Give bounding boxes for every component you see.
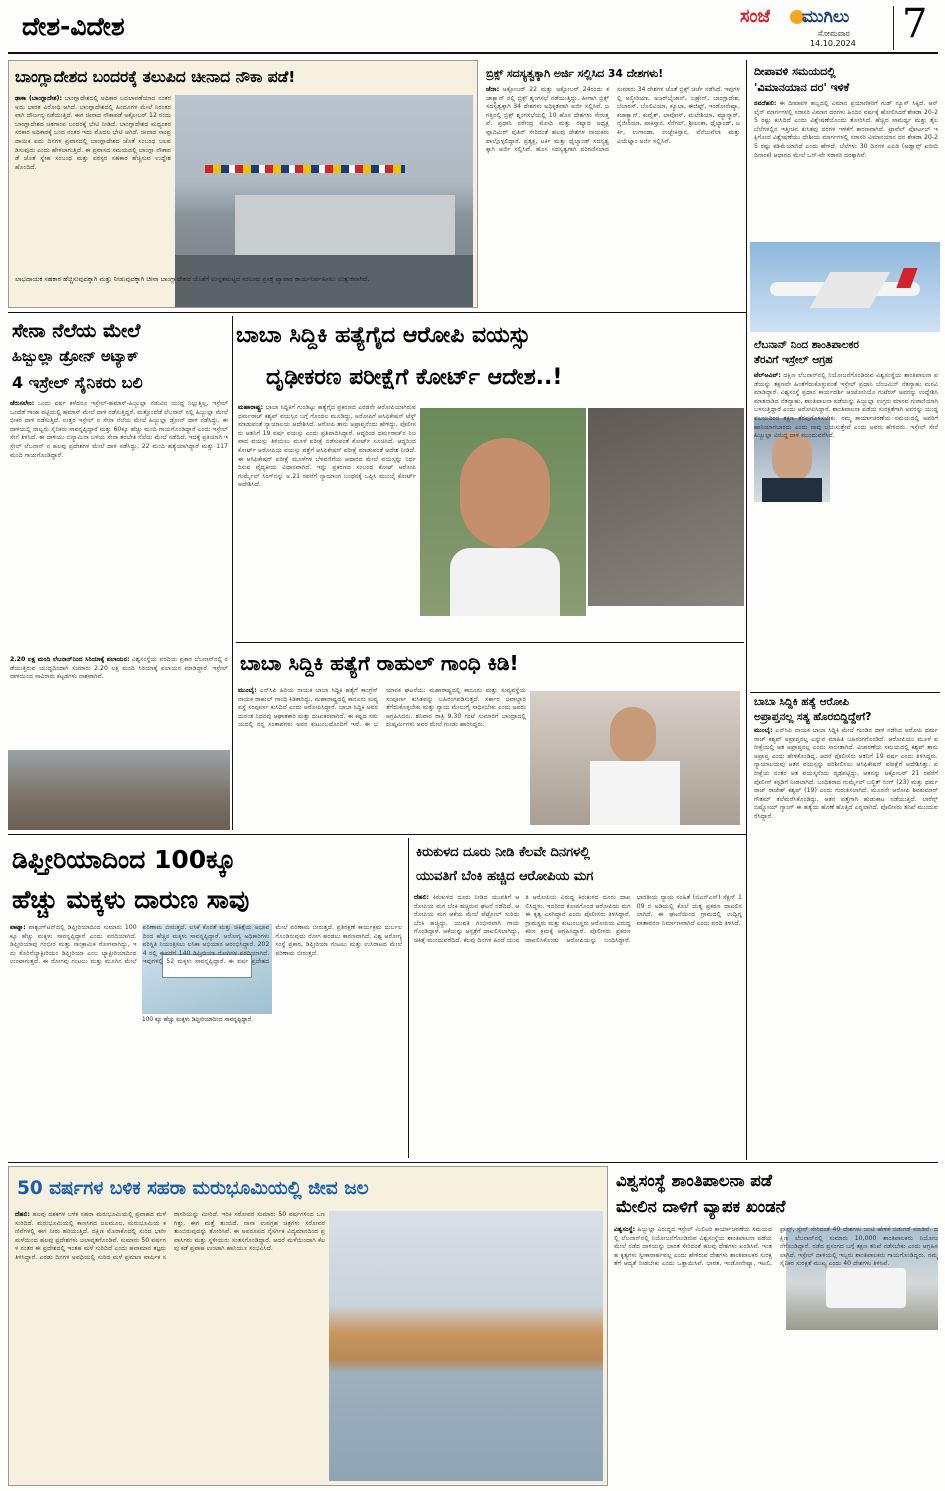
section-rule [8, 1162, 938, 1163]
section-rule [8, 312, 746, 313]
body-text: ಈ ದೀಪಾವಳಿ ಹಬ್ಬದಲ್ಲಿ ವಿಮಾನ ಪ್ರಯಾಣಿಕರಿಗೆ ಗುಡ್ ನ್ಯೂಸ್ ಸಿಕ್ಕಿದೆ. ಆನ್ ಲೈನ್ ಮಾರ್ಗಗಳಲ್ಲಿ ಸರಾಸರಿ ವಿಮಾನ ದರಗಳು ಹಿಂದಿನ ವರ್ಷಕ್ಕೆ ಹೋಲಿಸಿದರೆ ಶೇಕಡಾ 20-25 ರಷ್ಟು ಕುಸಿದಿದೆ ಎಂದು ವಿಶ್ಲೇಷಣೆಯೊಂದು ತೋರಿಸಿದೆ. ಹೆಚ್ಚಿದ ಸಾಮರ್ಥ್ಯ ಮತ್ತು ತೈಲ ಬೆಲೆಗಳಲ್ಲಿನ ಇತ್ತೀಚಿನ ಕುಸಿತವು ದರಗಳ ಇಳಿಕೆಗೆ ಕಾರಣವಾಗಿದೆ. ಟ್ರಾವೆಲ್ ಪೋರ್ಟಲ್ ಇಕ್ಸಿಗೋದ ವಿಶ್ಲೇಷಣೆಯು ದೇಶೀಯ ಮಾರ್ಗಗಳಲ್ಲಿ ಸರಾಸರಿ ವಿಮಾನಯಾನ ದರ ಶೇಕಡಾ 20-25 ರಷ್ಟು ಕಡಿಮೆಯಾಗಿದೆ ಎಂದು ಹೇಳಿದೆ. ಬೆಲೆಗಳು 30 ದಿನಗಳ ಎಪಿಡಿ (ಅಡ್ವಾನ್ಸ್ ಖರೀದಿ ದಿನಾಂಕ) ಆಧಾರದ ಮೇಲೆ ಒನ್-ವೇ ಸರಾಸರಿ ದರಕ್ಕಾಗಿವೆ. [754, 100, 938, 159]
article-brics [482, 60, 744, 308]
headline-line-2: ಯುವತಿಗೆ ಬೆಂಕಿ ಹಚ್ಚಿದ ಆರೋಪಿಯ ಮಗ [416, 869, 594, 884]
headline-line-1: ಲೆಬನಾನ್ ನಿಂದ ಶಾಂತಿಪಾಲಕರ [754, 339, 859, 351]
article-body [10, 400, 228, 654]
article-bangladesh-navy [8, 60, 478, 308]
article-un-peacekeepers [612, 1166, 940, 1486]
section-title: ದೇಶ-ವಿದೇಶ [22, 12, 125, 41]
headline-line-1: ಸೇನಾ ನೆಲೆಯ ಮೇಲೆ [12, 320, 141, 342]
article-rahul-gandhi [236, 642, 744, 830]
dateline: ಮುಂಬೈ: [238, 687, 257, 694]
sub-heading: 2.20 ಲಕ್ಷ ಮಂದಿ ಲೆಬನಾನ್‌ನಿಂದ ಸಿರಿಯಾಕ್ಕೆ ಪಲಾಯನ: [10, 656, 130, 663]
headline-line-1: ಡಿಫ್ತೀರಿಯಾದಿಂದ 100ಕ್ಕೂ [12, 845, 236, 874]
column-rule [232, 316, 233, 830]
column-rule [408, 838, 409, 1158]
sub-text: ವಿಶ್ವಸಂಸ್ಥೆಯ ವರದಿಯ ಪ್ರಕಾರ ಲೆಬನಾನ್‌ನಲ್ಲಿ ನಡೆಯುತ್ತಿರುವ ಯುದ್ಧದಿಂದಾಗಿ ಸುಮಾರು 2.20 ಲಕ್ಷ ಮಂದಿ ಸಿರಿಯಾಕ್ಕೆ ಪಲಾಯನ ಮಾಡಿದ್ದಾರೆ. ಇಸ್ರೇಲ್ ದಾಳಿಯಿಂದ ಸಾವಿರಾರು ಕಟ್ಟಡಗಳು ನಾಶವಾಗಿವೆ. [10, 656, 228, 681]
headline-line-1: ವಿಶ್ವಸಂಸ್ಥೆ ಶಾಂತಿಪಾಲನಾ ಪಡೆ [616, 1171, 773, 1190]
brand-name-left: ಸಂಜೆ [740, 6, 771, 27]
article-body [754, 100, 938, 238]
body-text: ಎನ್‌ಸಿಪಿ ನಾಯಕ ಬಾಬಾ ಸಿದ್ದಿಕಿ ಮೇಲೆ ಗುಂಡಿನ ದಾಳಿ ನಡೆಸಿದ ಆರೋಪಿ ಧರ್ಮರಾಜ್ ಕಶ್ಯಪ್ ಅಪ್ರಾಪ್ತನಲ್ಲ ಎನ್ನುವ ಮಾಹಿತಿ ಬಹಿರಂಗಗೊಂಡಿದೆ. ಆರೋಪಿಯು ಮೂಳೆ ಪರೀಕ್ಷೆಯಲ್ಲಿ ಆತ ಅಪ್ರಾಪ್ತನಲ್ಲ ಎಂದು ಸಾಬೀತಾಗಿದೆ. ವಿಚಾರಣೆಯ ಸಮಯದಲ್ಲಿ ಕಶ್ಯಪ್ ತಾನು ಅಪ್ರಾಪ್ತ ಎಂದು ಹೇಳಿಕೊಂಡಿದ್ದ. ಆದರೆ ಪೊಲೀಸರು ಆತನಿಗೆ 19 ವರ್ಷ ಎಂದು ತಿಳಿಸಿದ್ದರು. ನ್ಯಾಯಾಲಯವು ಆತನ ವಯಸ್ಸನ್ನು ಪರಿಶೀಲಿಸಲು ಆಸಿಫಿಕೇಷನ್ ಪರೀಕ್ಷೆಗೆ ಆದೇಶಿಸಿತ್ತು. ಪರೀಕ್ಷೆಯ ನಂತರ ಆತ ವಯಸ್ಕನೆಂದು ದೃಢಪಟ್ಟಿದ್ದು, ಆತನನ್ನು ಅಕ್ಟೋಬರ್ 21 ರವರೆಗೆ ಪೊಲೀಸ್ ಕಸ್ಟಡಿಗೆ ನೀಡಲಾಗಿದೆ. ಬಂಧಿತರಾದ ಗುರ್ಮೈಲ್ ಬಲ್ಜಿತ್ ಸಿಂಗ್ (23) ಮತ್ತು ಧರ್ಮರಾಜ್ ರಾಜೇಶ್ ಕಶ್ಯಪ್ (19) ಎಂದು ಗುರುತಿಸಲಾಗಿದೆ. ಮೂರನೇ ಆರೋಪಿ ಶಿವಕುಮಾರ್ ಗೌತಮ್ ತಲೆಮರೆಸಿಕೊಂಡಿದ್ದು, ಆತನ ಪತ್ತೆಗಾಗಿ ಹುಡುಕಾಟ ನಡೆಯುತ್ತಿದೆ. ಲಾರೆನ್ಸ್ ಬಿಷ್ಣೋಯ್ ಗ್ಯಾಂಗ್ ಈ ಹತ್ಯೆಯ ಹೊಣೆ ಹೊತ್ತಿದೆ ಎನ್ನಲಾಗಿದೆ. ಪೊಲೀಸರು ತನಿಖೆ ಮುಂದುವರೆಸಿದ್ದಾರೆ. [754, 727, 938, 820]
article-sahara-water [8, 1166, 608, 1486]
article-diphtheria [8, 838, 406, 1158]
dateline: ದೆಹಲಿ: [15, 1211, 30, 1218]
dateline: ನವದೆಹಲಿ: [754, 100, 777, 107]
headline: ಬಾಂಗ್ಲಾದೇಶದ ಬಂದರಕ್ಕೆ ತಲುಪಿದ ಚೀನಾದ ನೌಕಾ ಪಡೆ! [15, 68, 296, 86]
article-body [414, 894, 742, 1156]
headline: ಬ್ರಿಕ್ಸ್ ಸದಸ್ಯತ್ವಕ್ಕಾಗಿ ಅರ್ಜಿ ಸಲ್ಲಿಸಿದ 34 ದೇಶಗಳು! [486, 67, 664, 80]
article-body [754, 727, 938, 1155]
brand-logo [740, 6, 890, 52]
headline-line-2: ದೃಢೀಕರಣ ಪರೀಕ್ಷೆಗೆ ಕೋರ್ಟ್ ಆದೇಶ..! [266, 365, 563, 390]
airplane-photo [750, 242, 940, 332]
article-body [754, 372, 938, 690]
headline-line-1: ಬಾಬಾ ಸಿದ್ದಿಕಿ ಹತ್ಯೆ ಆರೋಪಿ [754, 696, 850, 708]
dateline: ಟೆಲ್‌ಅವಿವ್: [754, 372, 781, 379]
body-text: ದಕ್ಷಿಣ ಲೆಬನಾನ್‌ನಲ್ಲಿ ನಿಯೋಜನೆಗೊಂಡಿರುವ ವಿಶ್ವಸಂಸ್ಥೆಯ ಶಾಂತಿಪಾಲನಾ ಪಡೆಯನ್ನು ತಕ್ಷಣವೇ ಹಿಂತೆಗೆದುಕೊಳ್ಳುವಂತೆ ಇಸ್ರೇಲ್ ಪ್ರಧಾನಿ ಬೆಂಜಮಿನ್ ನೆತನ್ಯಾಹು ಮನವಿ ಮಾಡಿದ್ದಾರೆ. ವಿಶ್ವಸಂಸ್ಥೆ ಪ್ರಧಾನ ಕಾರ್ಯದರ್ಶಿ ಆಂಟೋನಿಯೊ ಗುಟೆರಸ್ ಅವರನ್ನು ಉದ್ದೇಶಿಸಿ ಮಾತನಾಡಿದ ನೆತನ್ಯಾಹು, ಶಾಂತಿಪಾಲನಾ ಪಡೆಯನ್ನು ಹಿಜ್ಬುಲ್ಲಾ ಉಗ್ರರು ಮಾನವ ಗುರಾಣಿಯಾಗಿ ಬಳಸುತ್ತಿದ್ದಾರೆ ಎಂದು ಆರೋಪಿಸಿದ್ದಾರೆ. ಶಾಂತಿಪಾಲನಾ ಪಡೆಯ ಸುರಕ್ಷತೆಗಾಗಿ ಅವರನ್ನು ಯುದ್ಧ ವಲಯದಿಂದ ತಕ್ಷಣ ತೆರವುಗೊಳಿಸಬೇಕು. ನಮ್ಮ ಕಾರ್ಯಾಚರಣೆಯ ಸಮಯದಲ್ಲಿ ಅವರಿಗೆ ಹಾನಿಯಾಗಬಾರದು ಎಂದು ನಾವು ಬಯಸುತ್ತೇವೆ ಎಂದು ಅವರು ಹೇಳಿದರು. ಇಸ್ರೇಲ್ ಸೇನೆ ಹಿಜ್ಬುಲ್ಲಾ ವಿರುದ್ಧ ದಾಳಿ ಮುಂದುವರೆಸಿದೆ. [754, 372, 938, 440]
body-text: ಕಿರುಕುಳದ ದೂರು ನೀಡಿದ ಯುವತಿಗೆ ಆರೋಪಿಯ ಮಗ ಬೆಂಕಿ ಹಚ್ಚಿರುವ ಘಟನೆ ನಡೆದಿದೆ. ಆರೋಪಿಯ ಮಗ ಆಕೆಯ ಮೇಲೆ ಪೆಟ್ರೋಲ್ ಸುರಿದು ಬೆಂಕಿ ಹಚ್ಚಿದ್ದು, ಯುವತಿ ಗಂಭೀರವಾಗಿ ಗಾಯಗೊಂಡಿದ್ದಾಳೆ. ಆಕೆಯನ್ನು ಆಸ್ಪತ್ರೆಗೆ ದಾಖಲಿಸಲಾಗಿದ್ದು, ಚಿಕಿತ್ಸೆ ಮುಂದುವರೆದಿದೆ. ಕೆಲವು ದಿನಗಳ ಹಿಂದೆ ಯುವತಿ ಆರೋಪಿಯ ವಿರುದ್ಧ ಕಿರುಕುಳದ ದೂರು ದಾಖಲಿಸಿದ್ದಳು. ಇದರಿಂದ ಕೋಪಗೊಂಡ ಆರೋಪಿಯ ಮಗ ಈ ಕೃತ್ಯ ಎಸಗಿದ್ದಾನೆ ಎಂದು ಪೊಲೀಸರು ತಿಳಿಸಿದ್ದಾರೆ. ಗ್ರಾಮಸ್ಥರು ಮತ್ತು ಕುಟುಂಬಸ್ಥರು ಆರೋಪಿಯ ವಿರುದ್ಧ ಕಠಿಣ ಕ್ರಮಕ್ಕೆ ಆಗ್ರಹಿಸಿದ್ದಾರೆ. ಪೊಲೀಸರು ಪ್ರಕರಣ ದಾಖಲಿಸಿಕೊಂಡು ಆರೋಪಿಯನ್ನು ಬಂಧಿಸಿದ್ದಾರೆ. ಭಾರತೀಯ ನ್ಯಾಯ ಸಂಹಿತೆ (ಬಿಎನ್‌ಎಸ್) ಸೆಕ್ಷನ್ 109 ರ ಅಡಿಯಲ್ಲಿ ಕೊಲೆ ಯತ್ನ ಪ್ರಕರಣ ದಾಖಲಿಸಲಾಗಿದೆ. ಈ ಘಟನೆಯಿಂದ ಗ್ರಾಮದಲ್ಲಿ ಉದ್ವಿಗ್ನ ವಾತಾವರಣ ನಿರ್ಮಾಣವಾಗಿದೆ ಎಂದು ವರದಿ ತಿಳಿಸಿದೆ. [414, 894, 742, 944]
body-text: ಒಂದು ವರ್ಷ ಕಳೆದರೂ ಇಸ್ರೇಲ್-ಹಮಾಸ್-ಹಿಜ್ಬುಲ್ಲಾ ನಡುವಿನ ಯುದ್ಧ ನಿಲ್ಲುತ್ತಿಲ್ಲ. ಇಸ್ರೇಲ್ ಒಂದೆಡೆ ಗಾಜಾ ಪಟ್ಟಿಯಲ್ಲಿ ಹಮಾಸ್ ಮೇಲೆ ದಾಳಿ ನಡೆಸುತ್ತಿದ್ದರೆ, ಮತ್ತೊಂದೆಡೆ ಲೆಬನಾನ್ ನಲ್ಲಿ ಹಿಜ್ಬುಲ್ಲಾ ಮೇಲೆ ಭೀಕರ ದಾಳಿ ನಡೆಸುತ್ತಿದೆ. ಉತ್ತರ ಇಸ್ರೇಲ್ ನ ಸೇನಾ ನೆಲೆಯ ಮೇಲೆ ಹಿಜ್ಬುಲ್ಲಾ ಡ್ರೋನ್ ದಾಳಿ ನಡೆಸಿದ್ದು, ಈ ದಾಳಿಯಲ್ಲಿ ನಾಲ್ವರು ಸೈನಿಕರು ಸಾವನ್ನಪ್ಪಿದ್ದಾರೆ ಮತ್ತು 60ಕ್ಕೂ ಹೆಚ್ಚು ಮಂದಿ ಗಾಯಗೊಂಡಿದ್ದಾರೆ ಎಂದು ಇಸ್ರೇಲ್ ಸೇನೆ ತಿಳಿಸಿದೆ. ಈ ದಾಳಿಯು ಬಿನ್ಯಾಮಿನಾ ಬಳಿಯ ಸೇನಾ ತರಬೇತಿ ನೆಲೆಯ ಮೇಲೆ ನಡೆದಿದೆ. ಇದಕ್ಕೆ ಪ್ರತಿಯಾಗಿ ಇಸ್ರೇಲ್ ಲೆಬನಾನ್ ನ ಹಲವು ಪ್ರದೇಶಗಳ ಮೇಲೆ ದಾಳಿ ನಡೆಸಿದ್ದು, 22 ಮಂದಿ ಹತ್ಯೆಯಾಗಿದ್ದಾರೆ ಮತ್ತು 117 ಮಂದಿ ಗಾಯಗೊಂಡಿದ್ದಾರೆ. [10, 400, 228, 459]
body-text: ಎನ್‌ಸಿಪಿ ಹಿರಿಯ ನಾಯಕ ಬಾಬಾ ಸಿದ್ದಿಕಿ ಹತ್ಯೆಗೆ ಕಾಂಗ್ರೆಸ್ ನಾಯಕ ರಾಹುಲ್ ಗಾಂಧಿ ಕಿಡಿಕಾರಿದ್ದು, ಮಹಾರಾಷ್ಟ್ರದಲ್ಲಿ ಕಾನೂನು ಸುವ್ಯವಸ್ಥೆ ಸಂಪೂರ್ಣ ಕುಸಿದಿದೆ ಎಂದು ಆರೋಪಿಸಿದ್ದಾರೆ. ಬಾಬಾ ಸಿದ್ದಿಕಿ ಅವರ ದುರಂತ ನಿಧನವು ಆಘಾತಕಾರಿ ಮತ್ತು ದುಃಖಕರವಾಗಿದೆ. ಈ ಕಷ್ಟದ ಸಮಯದಲ್ಲಿ ನನ್ನ ಸಂತಾಪಗಳು ಅವರ ಕುಟುಂಬದೊಂದಿಗೆ ಇವೆ. ಈ ಭಯಾನಕ ಘಟನೆಯು ಮಹಾರಾಷ್ಟ್ರದಲ್ಲಿ ಕಾನೂನು ಮತ್ತು ಸುವ್ಯವಸ್ಥೆಯ ಸಂಪೂರ್ಣ ಕುಸಿತವನ್ನು ಬಹಿರಂಗಪಡಿಸುತ್ತದೆ. ಸರ್ಕಾರ ಜವಾಬ್ದಾರಿ ತೆಗೆದುಕೊಳ್ಳಬೇಕು ಮತ್ತು ನ್ಯಾಯ ಮೇಲುಗೈ ಸಾಧಿಸಬೇಕು ಎಂದು ಅವರು ಆಗ್ರಹಿಸಿದರು. ಶನಿವಾರ ರಾತ್ರಿ 9.30 ಗಂಟೆ ಸುಮಾರಿಗೆ ಬಾಂದ್ರಾದಲ್ಲಿ ದುಷ್ಕರ್ಮಿಗಳು ಅವರ ಮೇಲೆ ಗುಂಡು ಹಾರಿಸಿದ್ದರು. [238, 687, 526, 729]
body-text: ಹಲವು ದಶಕಗಳ ಬಳಿಕ ಸಹರಾ ಮರುಭೂಮಿಯಲ್ಲಿ ಪ್ರವಾಹದ ಮಳೆ ಸುರಿದಿದೆ. ಮರುಭೂಮಿಯಲ್ಲಿ ಕಾಣಸಿಗದ ಜಲಮೂಲ, ಮರುಭೂಮಿಯ ಕಣಿವೆಗಳಲ್ಲಿ ಈಗ ನೀರು ಹರಿಯುತ್ತಿದೆ. ದಕ್ಷಿಣ ಮೊರಾಕೊದಲ್ಲಿ ಸುರಿದ ಭಾರೀ ಮಳೆಯಿಂದ ಹಲವು ಪ್ರದೇಶಗಳು ಜಲಾವೃತಗೊಂಡಿವೆ. ಸುಮಾರು 50 ವರ್ಷಗಳ ನಂತರ ಈ ಪ್ರದೇಶದಲ್ಲಿ ಇಂತಹ ಮಳೆ ಸುರಿದಿದೆ ಎಂದು ಹವಾಮಾನ ತಜ್ಞರು ತಿಳಿಸಿದ್ದಾರೆ. ಎರಡು ದಿನಗಳ ಅವಧಿಯಲ್ಲಿ ಸುರಿದ ಮಳೆ ಪ್ರಮಾಣ ವಾರ್ಷಿಕ ಸರಾಸರಿಯನ್ನು ಮೀರಿದೆ. ಇರಿಕಿ ಸರೋವರ ಸುಮಾರು 50 ವರ್ಷಗಳಿಂದ ಒಣಗಿತ್ತು, ಈಗ ಮತ್ತೆ ತುಂಬಿದೆ. ನಾಸಾ ಉಪಗ್ರಹ ಚಿತ್ರಗಳು ಸರೋವರ ತುಂಬಿರುವುದನ್ನು ತೋರಿಸಿವೆ. ಈ ಅಪರೂಪದ ನೈಸರ್ಗಿಕ ವಿದ್ಯಮಾನದಿಂದ ಪ್ರವಾಸಿಗರು ಮತ್ತು ಸ್ಥಳೀಯರು ಸಂತಸಗೊಂಡಿದ್ದಾರೆ. ಆದರೆ ಮಳೆಯಿಂದಾಗಿ ಕೆಲವು ಕಡೆ ಪ್ರವಾಹ ಉಂಟಾಗಿ ಹಾನಿಯೂ ಸಂಭವಿಸಿದೆ. [15, 1211, 325, 1261]
brand-name-right: ಮುಗಿಲು [802, 7, 850, 27]
header-rule [8, 52, 938, 54]
headline-line-2: ಹೆಚ್ಚು ಮಕ್ಕಳು ದಾರುಣ ಸಾವು [12, 885, 250, 914]
article-body [15, 1211, 325, 1483]
article-lebanon-peacekeepers [750, 336, 940, 692]
dateline: ಢಾಕಾ (ಬಾಂಗ್ಲಾದೇಶ): [15, 95, 62, 102]
article-body [15, 95, 171, 271]
dateline: ದೆಹಲಿ: [414, 894, 429, 901]
column-rule [746, 60, 747, 1160]
rubble-photo [8, 750, 230, 830]
article-body [238, 687, 526, 827]
issue-date: 14.10.2024 [810, 39, 856, 48]
article-body [486, 86, 740, 304]
dateline: ಪಾಟ್ನಾ: [10, 924, 26, 931]
issue-day: ಸೋಮವಾರ [818, 29, 850, 38]
headline: 50 ವರ್ಷಗಳ ಬಳಿಕ ಸಹರಾ ಮರುಭೂಮಿಯಲ್ಲಿ ಜೀವ ಜಲ [17, 1178, 369, 1199]
body-text: ಹಿಜ್ಬುಲ್ಲಾ ವಿರುದ್ಧದ ಇಸ್ರೇಲ್ ಮಿಲಿಟರಿ ಕಾರ್ಯಾಚರಣೆಯ ಸಮಯದಲ್ಲಿ ಲೆಬನಾನ್‌ನಲ್ಲಿ ನಿಯೋಜನೆಗೊಂಡಿರುವ ವಿಶ್ವಸಂಸ್ಥೆಯ ಶಾಂತಿಪಾಲನಾ ಪಡೆಯ ಮೇಲೆ ನಡೆದ ದಾಳಿಯನ್ನು ಭಾರತ ಸೇರಿದಂತೆ ಹಲವು ದೇಶಗಳು ಖಂಡಿಸಿವೆ. ಇಂತಹ ಕೃತ್ಯಗಳು ಸ್ವೀಕಾರಾರ್ಹವಲ್ಲ ಎಂದು ಹೇಳಿರುವ ದೇಶಗಳು ಶಾಂತಿಪಾಲಕರ ಸುರಕ್ಷತೆಗೆ ಆದ್ಯತೆ ನೀಡಬೇಕು ಎಂದು ಒತ್ತಾಯಿಸಿವೆ. ಭಾರತ, ಇಂಡೋನೇಷ್ಯಾ, ಇಟಲಿ, ಫ್ರಾನ್ಸ್, ಸ್ಪೇನ್ ಸೇರಿದಂತೆ 40 ದೇಶಗಳು ಜಂಟಿ ಹೇಳಿಕೆ ಬಿಡುಗಡೆ ಮಾಡಿವೆ. ದಕ್ಷಿಣ ಲೆಬನಾನ್‌ನಲ್ಲಿ ಸುಮಾರು 10,000 ಶಾಂತಿಪಾಲಕರು ನಿಯೋಜನೆಗೊಂಡಿದ್ದಾರೆ. ನಡೆದ ಪ್ರಸಂಗದ ಬಗ್ಗೆ ತಕ್ಷಣ ತನಿಖೆ ನಡೆಸಬೇಕು ಎಂದು ಆಗ್ರಹಿಸಲಾಗಿದೆ. ಇಸ್ರೇಲ್ ದಾಳಿಯಲ್ಲಿ ಇಬ್ಬರು ಶಾಂತಿಪಾಲಕರು ಗಾಯಗೊಂಡಿದ್ದರು. ನಮ್ಮ ಸೈನಿಕರ ಸುರಕ್ಷತೆ ಮುಖ್ಯ ಎಂದು 40 ದೇಶಗಳು ತಿಳಿಸಿವೆ. [614, 1226, 938, 1268]
headline: ಬಾಬಾ ಸಿದ್ದಿಕಿ ಹತ್ಯೆಗೆ ರಾಹುಲ್ ಗಾಂಧಿ ಕಿಡಿ! [240, 651, 519, 675]
header-divider [893, 6, 894, 50]
body-text: ಅಕ್ಟೋಬರ್ 22 ಮತ್ತು ಅಕ್ಟೋಬರ್ 24ರಂದು ಕಜಾಕ್ಸ್ಥಾನ್ ನಲ್ಲಿ ಬ್ರಿಕ್ಸ್ ಶೃಂಗಸಭೆ ನಡೆಯುತ್ತಿದ್ದು, ಹೀಗಾಗಿ ಬ್ರಿಕ್ಸ್ ಸದಸ್ಯತ್ವಕ್ಕಾಗಿ 34 ದೇಶಗಳು ಅಧಿಕೃತವಾಗಿ ಅರ್ಜಿ ಸಲ್ಲಿಸಿವೆ. ಜಗತ್ತಿನಲ್ಲಿ ಬ್ರಿಕ್ಸ್ ಶೃಂಗಸಭೆಯಲ್ಲಿ 10 ಹೊಸ ದೇಶಗಳು ಸೇರುತ್ತವೆ. ಪ್ರಧಾನಿ ನರೇಂದ್ರ ಮೋದಿ ಮತ್ತು ರಷ್ಯಾದ ಅಧ್ಯಕ್ಷ ವ್ಲಾದಿಮಿರ್ ಪುತಿನ್ ಸೇರಿದಂತೆ ಹಲವು ದೇಶಗಳ ನಾಯಕರು ಪಾಲ್ಗೊಳ್ಳಲಿದ್ದಾರೆ. ಪ್ರತ್ಯಕ್ಷ, ಟರ್ಕಿ ಮತ್ತು ಥೈಲ್ಯಾಂಡ್ ಸದಸ್ಯತ್ವಕ್ಕಾಗಿ ಅರ್ಜಿ ಸಲ್ಲಿಸಿವೆ. ಹೊಸ ಸದಸ್ಯತ್ವಗಾಗಿ ಪರಿಗಣಿಸಲಾದ ಸುಮಾರು 34 ದೇಶಗಳ ಜೊತೆ ಬ್ರಿಕ್ಸ್ ಚರ್ಚೆ ನಡೆಸಿದೆ. ಇವುಗಳಲ್ಲಿ ಅಲ್ಜೀರಿಯಾ, ಅಜರ್‌ಬೈಜಾನ್, ಬಹ್ರೇನ್, ಬಾಂಗ್ಲಾದೇಶ, ಬೆಲಾರಸ್, ಬೊಲಿವಿಯಾ, ಕ್ಯೂಬಾ, ಈಜಿಪ್ಟ್, ಇಂಡೋನೇಷ್ಯಾ, ಕಜಾಕ್ಸ್ಥಾನ್, ಕುವೈತ್, ಲಾವೋಸ್, ಮಲೇಶಿಯಾ, ಮ್ಯಾನ್ಮಾರ್, ನೈಜೀರಿಯಾ, ಪಾಕಿಸ್ತಾನ, ಸೆನೆಗಲ್, ಶ್ರೀಲಂಕಾ, ಥೈಲ್ಯಾಂಡ್, ಟರ್ಕಿ, ಉಗಾಂಡಾ, ಉಜ್ಬೇಕಿಸ್ತಾನ, ವೆನೆಜುವೆಲಾ ಮತ್ತು ವಿಯೆಟ್ನಾಂ ಅರ್ಜಿ ಸಲ್ಲಿಸಿವೆ. [486, 86, 740, 154]
headline-line-2: ಮೇಲಿನ ದಾಳಿಗೆ ವ್ಯಾಪಕ ಖಂಡನೆ [616, 1197, 786, 1216]
headline-line-2: ತೆರವಿಗೆ ಇಸ್ರೇಲ್ ಆಗ್ರಹ [754, 354, 833, 366]
article-siddique-accused-age [750, 692, 940, 1158]
photo-caption: ಲಾಭದಾಯಕ ಸಹಕಾರ ಹೆಚ್ಚಿಸುವುದಕ್ಕಾಗಿ ಮತ್ತು ನೀಡುವುದಕ್ಕಾಗಿ ಚೀನಾ ಬಾಂಗ್ಲಾದೇಶದ ಜೊತೆಗೆ ಉನ್ನತಮಟ್ಟದ ಸಂಬಂಧ ಪ್ರಸಕ್ತ ವ್ಯಾಪಾರ ಕಾರ್ಯನಿರ್ವಹಿಸಲು ಉತ್ಸುಕವಾಗಿದೆ. [15, 275, 370, 283]
sub-section [10, 656, 228, 748]
rahul-gandhi-photo [530, 691, 740, 825]
dateline: ಜೆದಾ: [486, 86, 500, 93]
dateline: ವಿಶ್ವಸಂಸ್ಥೆ: [614, 1226, 636, 1233]
headline-line-1: ದೀಪಾವಳಿ ಸಮಯದಲ್ಲಿ [754, 65, 836, 78]
headline-line-2: ಹಿಜ್ಬುಲ್ಲಾ ಡ್ರೋನ್ ಅಟ್ಯಾಕ್ [12, 349, 139, 365]
article-hezbollah-drone [8, 316, 230, 830]
article-body [238, 404, 416, 634]
body-text: ಬಾಬಾ ಸಿದ್ದಿಕಿಗೆ ಗುಂಡಿಟ್ಟು ಹತ್ಯೆಗೈದ ಪ್ರಕರಣದ ಎರಡನೇ ಆರೋಪಿಯಾಗಿರುವ ಧರ್ಮರಾಜ್ ಕಶ್ಯಪ್ ವಯಸ್ಸಿನ ಬಗ್ಗೆ ಗೊಂದಲ ಮೂಡಿದ್ದು, ಅರೋಪಿಗೆ ಆಸಿಫಿಕೇಷನ್ ಟೆಸ್ಟ್ ಮಾಡುವಂತೆ ನ್ಯಾಯಾಲಯ ಆದೇಶಿಸಿದೆ. ಆರೋಪಿ ತಾನು ಅಪ್ರಾಪ್ತನೆಂದು ಹೇಳಿದ್ದು, ಪೊಲೀಸರು ಆತನಿಗೆ 19 ವರ್ಷ ವಯಸ್ಸು ಎಂದು ಪ್ರತಿಪಾದಿಸಿದ್ದಾರೆ. ಆದ್ದರಿಂದ ಧರ್ಮರಾಜ್‌ನ ನಿಜವಾದ ವಯಸ್ಸು ತಿಳಿಯಲು ಮೂಳೆ ಪರೀಕ್ಷೆ ನಡೆಸುವಂತೆ ಕೋರ್ಟ್ ಸೂಚಿಸಿದೆ. ಆದ್ದರಿಂದ ಕೋರ್ಟ್ ಅರೋಪಿಯ ವಯಸ್ಸು ಪತ್ತೆಗೆ ಆಸಿಫಿಕೇಷನ್ ಪರೀಕ್ಷೆ ಮಾಡುವಂತೆ ಆದೇಶ ನೀಡಿದೆ. ಈ ಆಸಿಫಿಕೇಷನ್ ಪರೀಕ್ಷೆ ಮೂಳೆಗಳ ಬೆಳವಣಿಗೆಯ ಆಧಾರದ ಮೇಲೆ ವಯಸ್ಸನ್ನು ನಿರ್ಧರಿಸುವ ವೈದ್ಯಕೀಯ ವಿಧಾನವಾಗಿದೆ. ಇನ್ನು ಪ್ರಕರಣದ ಸಂಬಂಧ ಕೋಟ್‌ ಆರೋಪಿ ಗುರ್ಮೈಲ್ ಸಿಂಗ್‌ನನ್ನು ಅ.21 ರವರೆಗೆ ನ್ಯಾಯಾಂಗ ಬಂಧನಕ್ಕೆ ಒಪ್ಪಿಸಿ ಮುಂಬೈ ಕೋರ್ಟ್ ಆದೇಶಿಸಿದೆ. [238, 404, 416, 489]
section-rule [8, 834, 746, 835]
siddique-portrait [420, 408, 586, 616]
body-text: ವಾಶ್ಟಂಗ್‌ಟನ್‌ದಲ್ಲಿ ಡಿಫ್ತೀರಿಯಾದಿಂದ ಸುಮಾರು 100 ಕ್ಕೂ ಹೆಚ್ಚು ಮಕ್ಕಳು ಸಾವನ್ನಪ್ಪಿದ್ದಾರೆ ಎಂದು ವರದಿಯಾಗಿದೆ. ಡಿಫ್ತೀರಿಯಾವು ಗಂಭೀರ ಮತ್ತು ಸಾಂಕ್ರಾಮಿಕ ರೋಗವಾಗಿದ್ದು, ಇದು ಕೊರಿನೆಬ್ಯಾಕ್ಟೀರಿಯಂ ಡಿಫ್ತೀರಿಯಾ ಎಂಬ ಬ್ಯಾಕ್ಟೀರಿಯಾದಿಂದ ಉಂಟಾಗುತ್ತದೆ. ಈ ರೋಗವು ಗಂಟಲು ಮತ್ತು ಮೂಗಿನ ಮೇಲೆ ಪರಿಣಾಮ ಬೀರುತ್ತದೆ. ಲಸಿಕೆ ಕೊರತೆ ಮತ್ತು ಚಿಕಿತ್ಸೆಯ ಅಭಾವದಿಂದ ಹೆಚ್ಚಿನ ಮಕ್ಕಳು ಸಾವನ್ನಪ್ಪಿದ್ದಾರೆ. ಆರೋಗ್ಯ ಅಧಿಕಾರಿಗಳು ಪರಿಸ್ಥಿತಿ ನಿಯಂತ್ರಿಸಲು ಲಸಿಕಾ ಅಭಿಯಾನ ಆರಂಭಿಸಿದ್ದಾರೆ. 2024 ರಲ್ಲಿ ಈವರೆಗೆ 140 ಡಿಫ್ತೀರಿಯಾ ರೋಗಿಗಳ ವರದಿಯಾಗಿದೆ. ಇವುಗಳಲ್ಲಿ 52 ಮಕ್ಕಳು ಸಾವನ್ನಪ್ಪಿದ್ದಾರೆ. ಈ ವರ್ಷ ಪ್ರದೇಶದ ಮೇಲೆ ಪರಿಣಾಮ ಬೀರುತ್ತದೆ. ಪ್ರತಿರಕ್ಷಣೆ ಕಾರ್ಯಕ್ರಮ ದುರ್ಬಲಗೊಂಡಿರುವುದು ರೋಗ ಹರಡಲು ಕಾರಣವಾಗಿದೆ. ವಿಶ್ವ ಆರೋಗ್ಯ ಸಂಸ್ಥೆ ಪ್ರಕಾರ, ಡಿಫ್ತೀರಿಯಾ ಗಂಟಲು ಮತ್ತು ಉಸಿರಾಟದ ಮೇಲೆ ಪರಿಣಾಮ ಬೀರುತ್ತದೆ. [10, 924, 402, 966]
article-body [10, 924, 402, 1156]
body-text: ಬಾಂಗ್ಲಾದೇಶದಲ್ಲಿ ಅಧಿಕಾರ ಬದಲಾವಣೆಯಾದ ನಂತರ ಅದು ಭಾರತ ವಿರೋಧಿ ಆಗಿದೆ. ಬಾಂಗ್ಲಾದೇಶದಲ್ಲಿ ಹಿಂದೂಗಳ ಮೇಲೆ ನಿರಂತರವಾಗಿ ದೌರ್ಜನ್ಯ ನಡೆಯುತ್ತಿದೆ. ಈಗ ಚೀನಾದ ನೌಕಾಪಡೆ ಅಕ್ಟೋಬರ್ 12 ರಂದು ಬಾಂಗ್ಲಾದೇಶದ ಚಿತಗಾಂವ ಬಂದರಕ್ಕೆ ಭೇಟಿ ನೀಡಿದೆ. ಬಾಂಗ್ಲಾದೇಶದ ಮಧ್ಯಂತರ ಸರಕಾರ ಅಧಿಕಾರಕ್ಕೆ ಬಂದ ನಂತರ ಇದು ಮೊದಲ ಭೇಟಿ ಆಗಿದೆ. ಚೀನಾದ ಸಾಂಪ್ರದಾಯಿಕ ಐದು ದಿನಗಳ ಪ್ರವಾಸದಲ್ಲಿ ಬಾಂಗ್ಲಾದೇಶದ ಜೊತೆ ಸಂಬಂಧ ಬಲಪಡಿಸುವುದು ಎಂದು ಹೇಳಲಾಗುತ್ತಿದೆ. ಈ ಪ್ರವಾಸದ ಸಮಯದಲ್ಲಿ ಬಾಂಗ್ಲಾ ನೌಕಾಪಡೆ ಜೊತೆ ಸ್ನೇಹ ಸಂಬಂಧ ಮತ್ತು ಪರಸ್ಪರ ಸಹಕಾರ ಹೆಚ್ಚಿಸುವ ಉದ್ದೇಶ ಹೊಂದಿದೆ. [15, 95, 171, 171]
photo-caption: 100 ಕ್ಕೂ ಹೆಚ್ಚು ಮಕ್ಕಳು ಡಿಫ್ತೀರಿಯಾದಿಂದ ಸಾವನ್ನಪ್ಪಿದ್ದಾರೆ. [142, 1017, 253, 1023]
page-number: 7 [902, 1, 928, 47]
masthead [0, 0, 945, 58]
sahara-lake-photo [329, 1211, 603, 1481]
dateline: ಮಹಾರಾಷ್ಟ್ರ: [238, 404, 264, 411]
dateline: ಜೆರುಸಲೇಂ: [10, 400, 35, 407]
headline-line-2: ಅಪ್ರಾಪ್ತನಲ್ಲ ಸತ್ಯ ಹೊರಬಿದ್ದಿದ್ದೇಗೆ? [754, 711, 872, 723]
headline-line-1: ಕಿರುಕುಳದ ದೂರು ನೀಡಿ ಕೆಲವೇ ದಿನಗಳಲ್ಲಿ [416, 845, 591, 860]
dateline: ಮುಂಬೈ: [754, 727, 773, 734]
article-siddique-age-test [236, 316, 744, 638]
headline-line-3: 4 ಇಸ್ರೇಲ್ ಸೈನಿಕರು ಬಲಿ [12, 373, 143, 392]
headline-line-2: 'ವಿಮಾನಯಾನ ದರ' ಇಳಿಕೆ [754, 81, 850, 94]
crime-scene-photo [588, 408, 744, 606]
article-diwali-airfare [750, 60, 940, 334]
headline-line-1: ಬಾಬಾ ಸಿದ್ದಿಕಿ ಹತ್ಯೆಗೈದ ಆರೋಪಿ ವಯಸ್ಸು [236, 323, 531, 348]
article-harassment [412, 838, 744, 1158]
article-body [614, 1226, 938, 1484]
